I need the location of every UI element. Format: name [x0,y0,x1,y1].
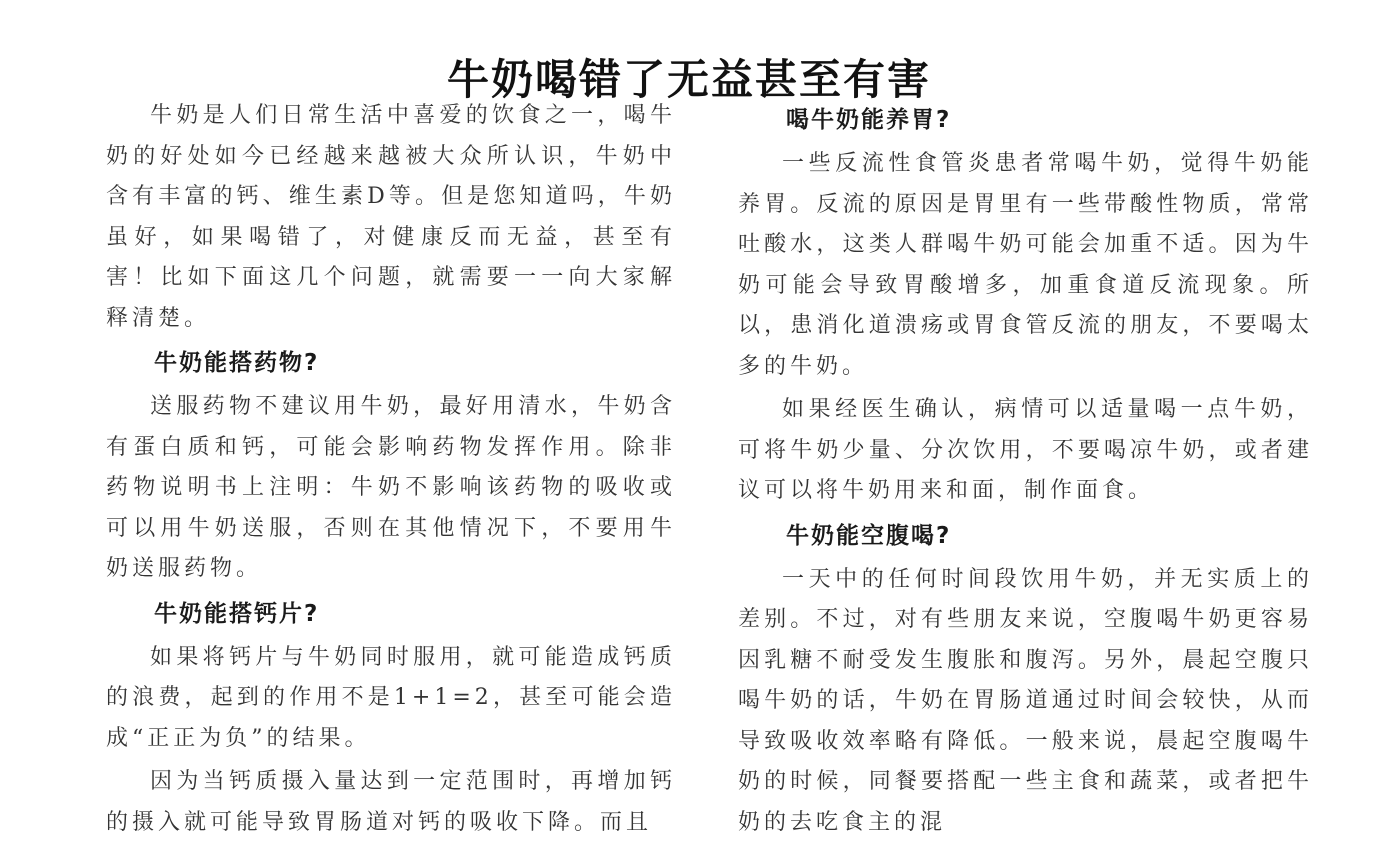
section-paragraph-stomach-2: 如果经医生确认，病情可以适量喝一点牛奶，可将牛奶少量、分次饮用，不要喝凉牛奶，或者建议可以将牛奶用来和面，制作面食。 [738,397,1313,503]
section-paragraph-empty-stomach: 一天中的任何时间段饮用牛奶，并无实质上的差别。不过，对有些朋友来说，空腹喝牛奶更容易因乳糖不耐受发生腹胀和腹泻。另外，晨起空腹只喝牛奶的话，牛奶在胃肠道通过时间会较快，从而导致吸收效率略有降低。一般来说，晨起空腹喝牛奶的时候，同餐要搭配一些主食和蔬菜，或者把牛奶的去吃食主的混 [738,566,1313,835]
section-paragraph-calcium-1: 如果将钙片与牛奶同时服用，就可能造成钙质的浪费，起到的作用不是1+1=2，甚至可能会造成“正正为负”的结果。 [106,644,676,751]
section-paragraph-calcium-2: 因为当钙质摄入量达到一定范围时，再增加钙的摄入就可能导致胃肠道对钙的吸收下降。而且 [106,769,676,835]
section-heading-medicine: 牛奶能搭药物? [154,350,320,376]
section-paragraph-stomach-1: 一些反流性食管炎患者常喝牛奶，觉得牛奶能养胃。反流的原因是胃里有一些带酸性物质，常常吐酸水，这类人群喝牛奶可能会加重不适。因为牛奶可能会导致胃酸增多，加重食道反流现象。所以，患消化道溃疡或胃食管反流的朋友，不要喝太多的牛奶。 [738,151,1313,379]
left-column [106,96,676,846]
right-column [738,96,1313,846]
section-heading-empty-stomach: 牛奶能空腹喝? [786,522,952,549]
section-heading-stomach: 喝牛奶能养胃? [786,107,952,133]
intro-paragraph: 牛奶是人们日常生活中喜爱的饮食之一，喝牛奶的好处如今已经越来越被大众所认识，牛奶中含有丰富的钙、维生素D等。但是您知道吗，牛奶虽好，如果喝错了，对健康反而无益，甚至有害！比如下面这几个问题，就需要一一向大家解释清楚。 [106,103,676,331]
section-heading-calcium: 牛奶能搭钙片? [154,600,320,627]
page-title: 牛奶喝错了无益甚至有害 [446,55,931,105]
section-paragraph-medicine: 送服药物不建议用牛奶，最好用清水，牛奶含有蛋白质和钙，可能会影响药物发挥作用。除非药物说明书上注明：牛奶不影响该药物的吸收或可以用牛奶送服，否则在其他情况下，不要用牛奶送服药物。 [106,394,676,581]
